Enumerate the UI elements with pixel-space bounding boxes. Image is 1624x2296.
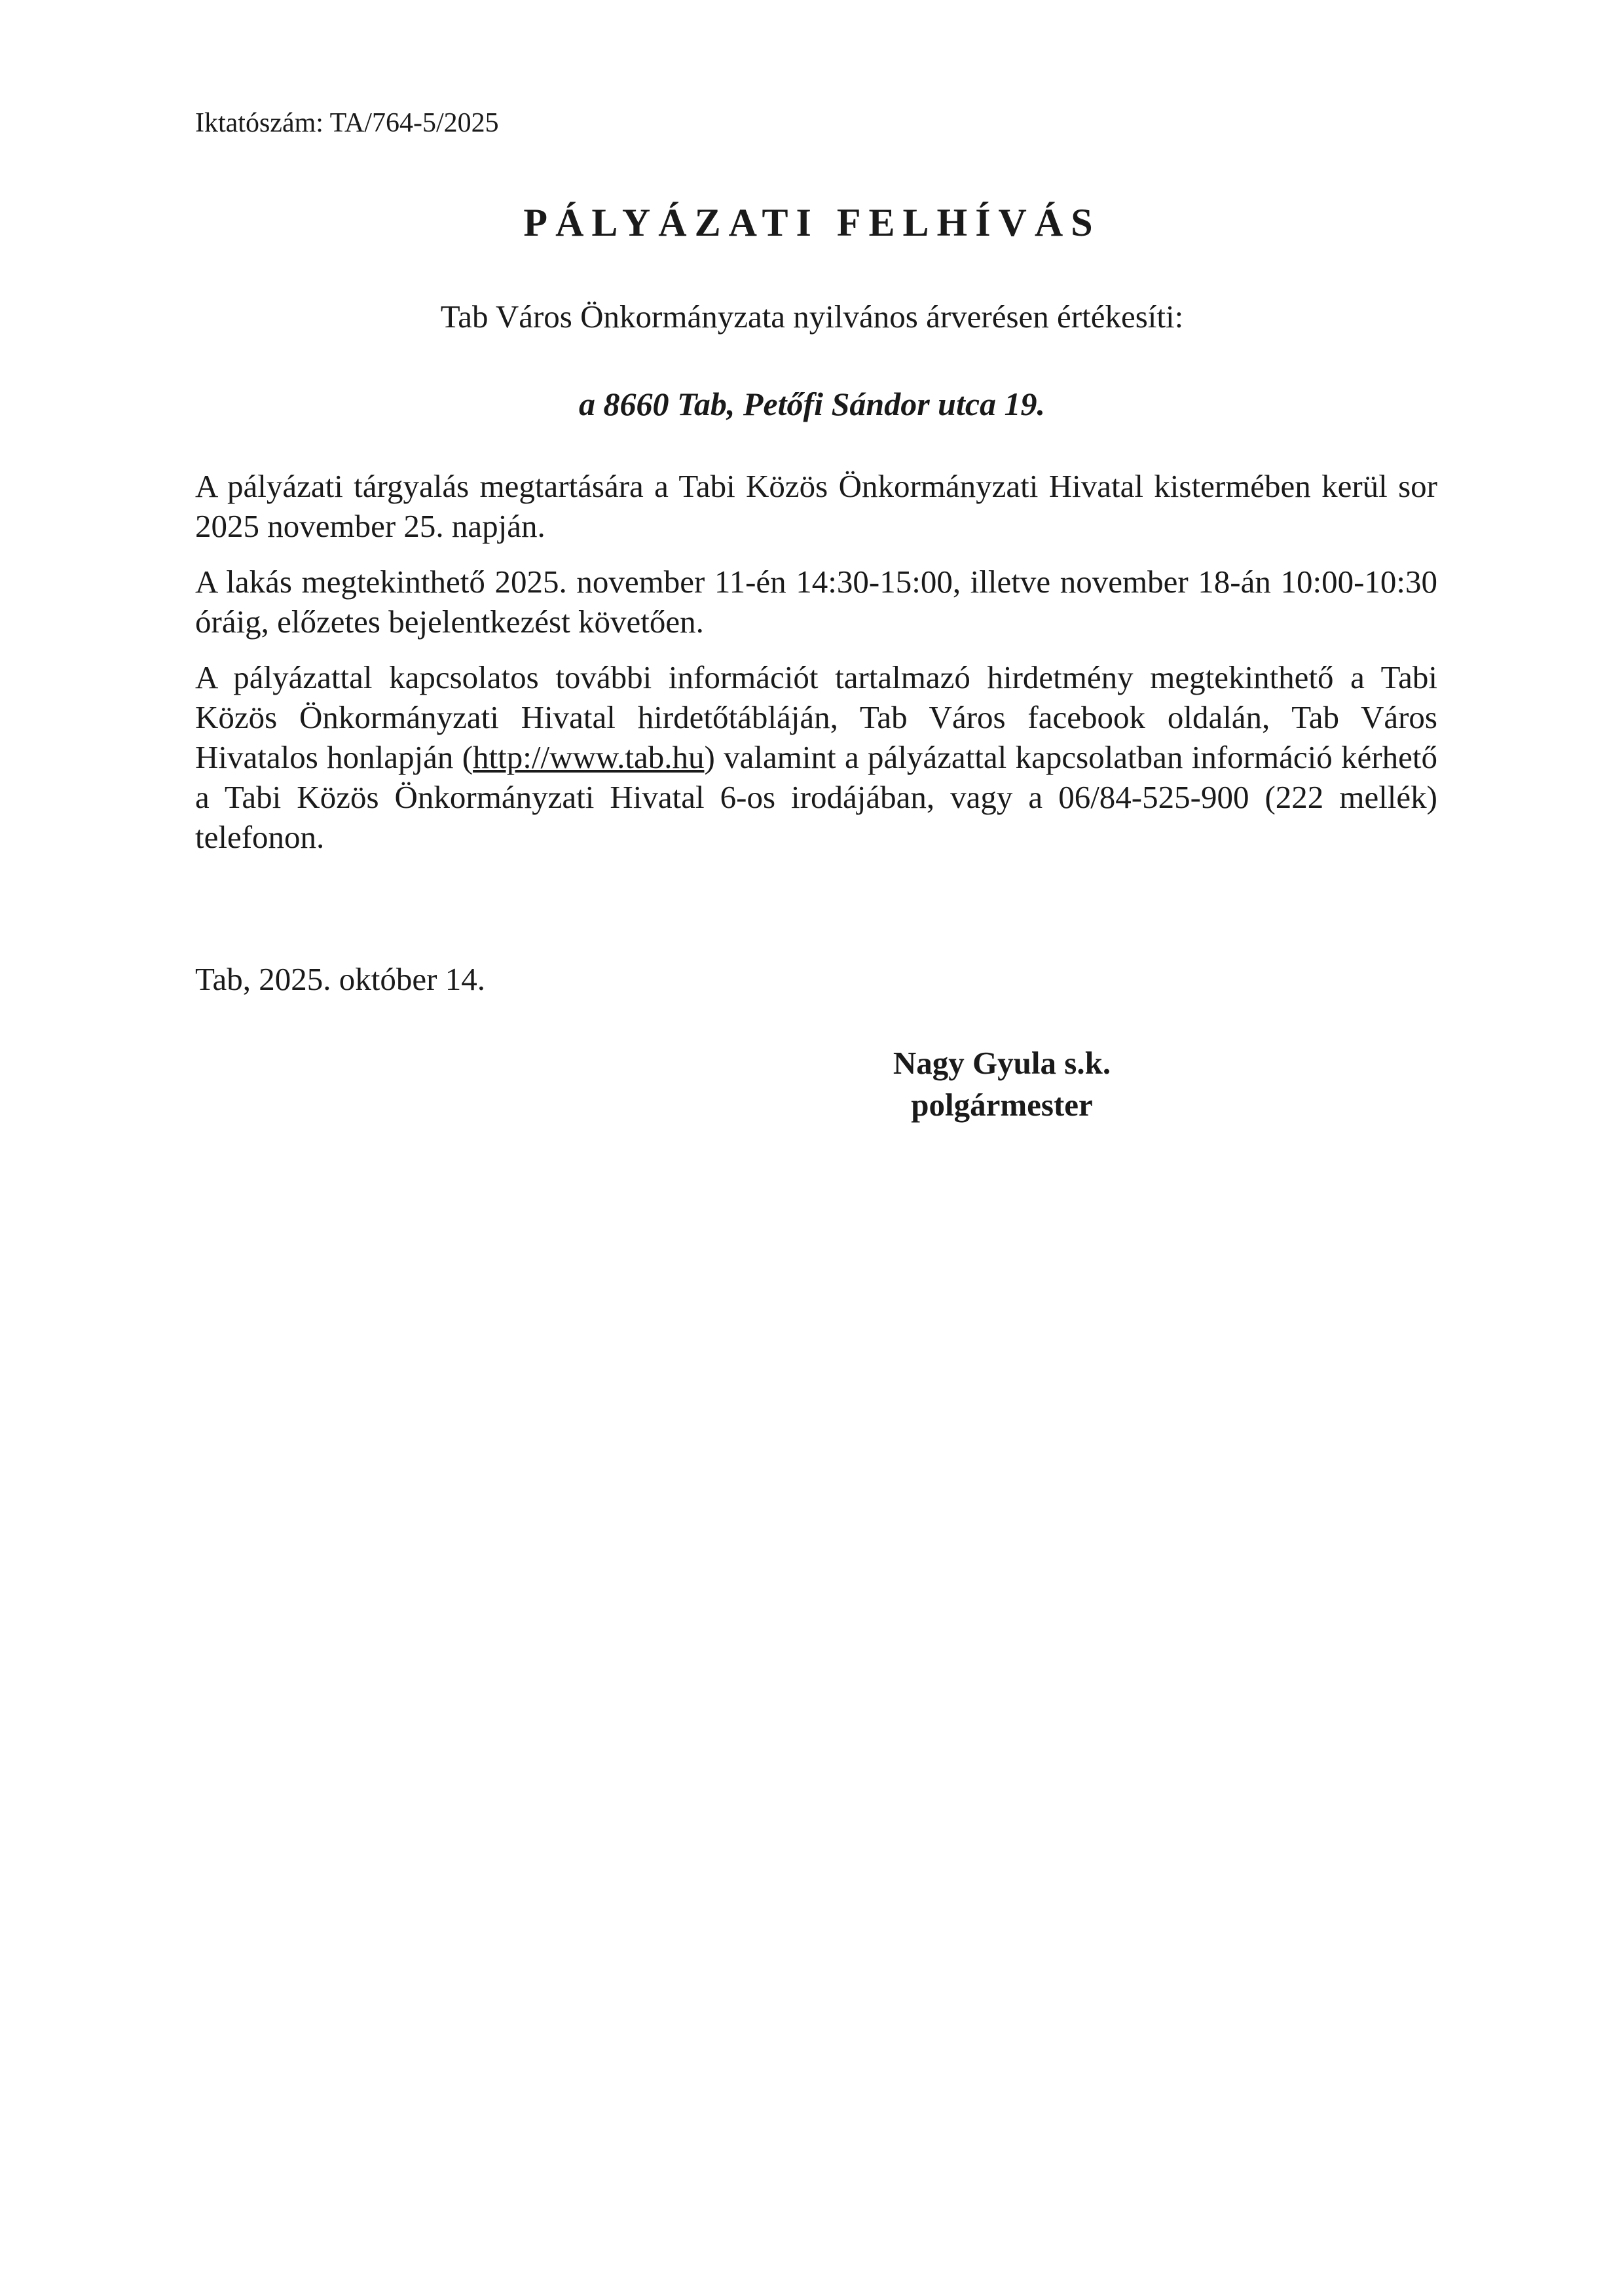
registration-number: Iktatószám: TA/764-5/2025 (195, 108, 499, 138)
signature-block (805, 1042, 1198, 1126)
paragraph-information (195, 657, 1437, 857)
paragraph-information-part1: A pályázattal kapcsolatos további információt tartalmazó hirdetmény megtekinthető a Tabi Közös Önkormányzati Hivatal hirdetőtábláján, Tab Város facebook oldalán, Tab Város Hivatalos honlapján ( (195, 659, 1437, 775)
paragraph-viewing: A lakás megtekinthető 2025. november 11-én 14:30-15:00, illetve november 18-án 10:00-10:30 óráig, előzetes bejelentkezést követően. (195, 564, 1437, 640)
property-address: a 8660 Tab, Petőfi Sándor utca 19. (578, 386, 1046, 422)
website-link[interactable]: http://www.tab.hu (473, 739, 705, 775)
paragraph-information-part2: ) valamint a pályázattal kapcsolatban információ kérhető a Tabi Közös Önkormányzati Hivatal 6-os irodájában, vagy a 06/84-525-900 (222 mellék) telefonon. (195, 739, 1437, 855)
paragraph-hearing: A pályázati tárgyalás megtartására a Tabi Közös Önkormányzati Hivatal kistermében kerül sor 2025 november 25. napján. (195, 468, 1437, 544)
date-place: Tab, 2025. október 14. (195, 961, 485, 997)
signatory-role: polgármester (911, 1087, 1093, 1123)
intro-line: Tab Város Önkormányzata nyilvános árverésen értékesíti: (440, 299, 1184, 335)
signatory-name: Nagy Gyula s.k. (893, 1045, 1111, 1081)
document-title: PÁLYÁZATI FELHÍVÁS (523, 201, 1101, 244)
body-text (195, 466, 1437, 873)
